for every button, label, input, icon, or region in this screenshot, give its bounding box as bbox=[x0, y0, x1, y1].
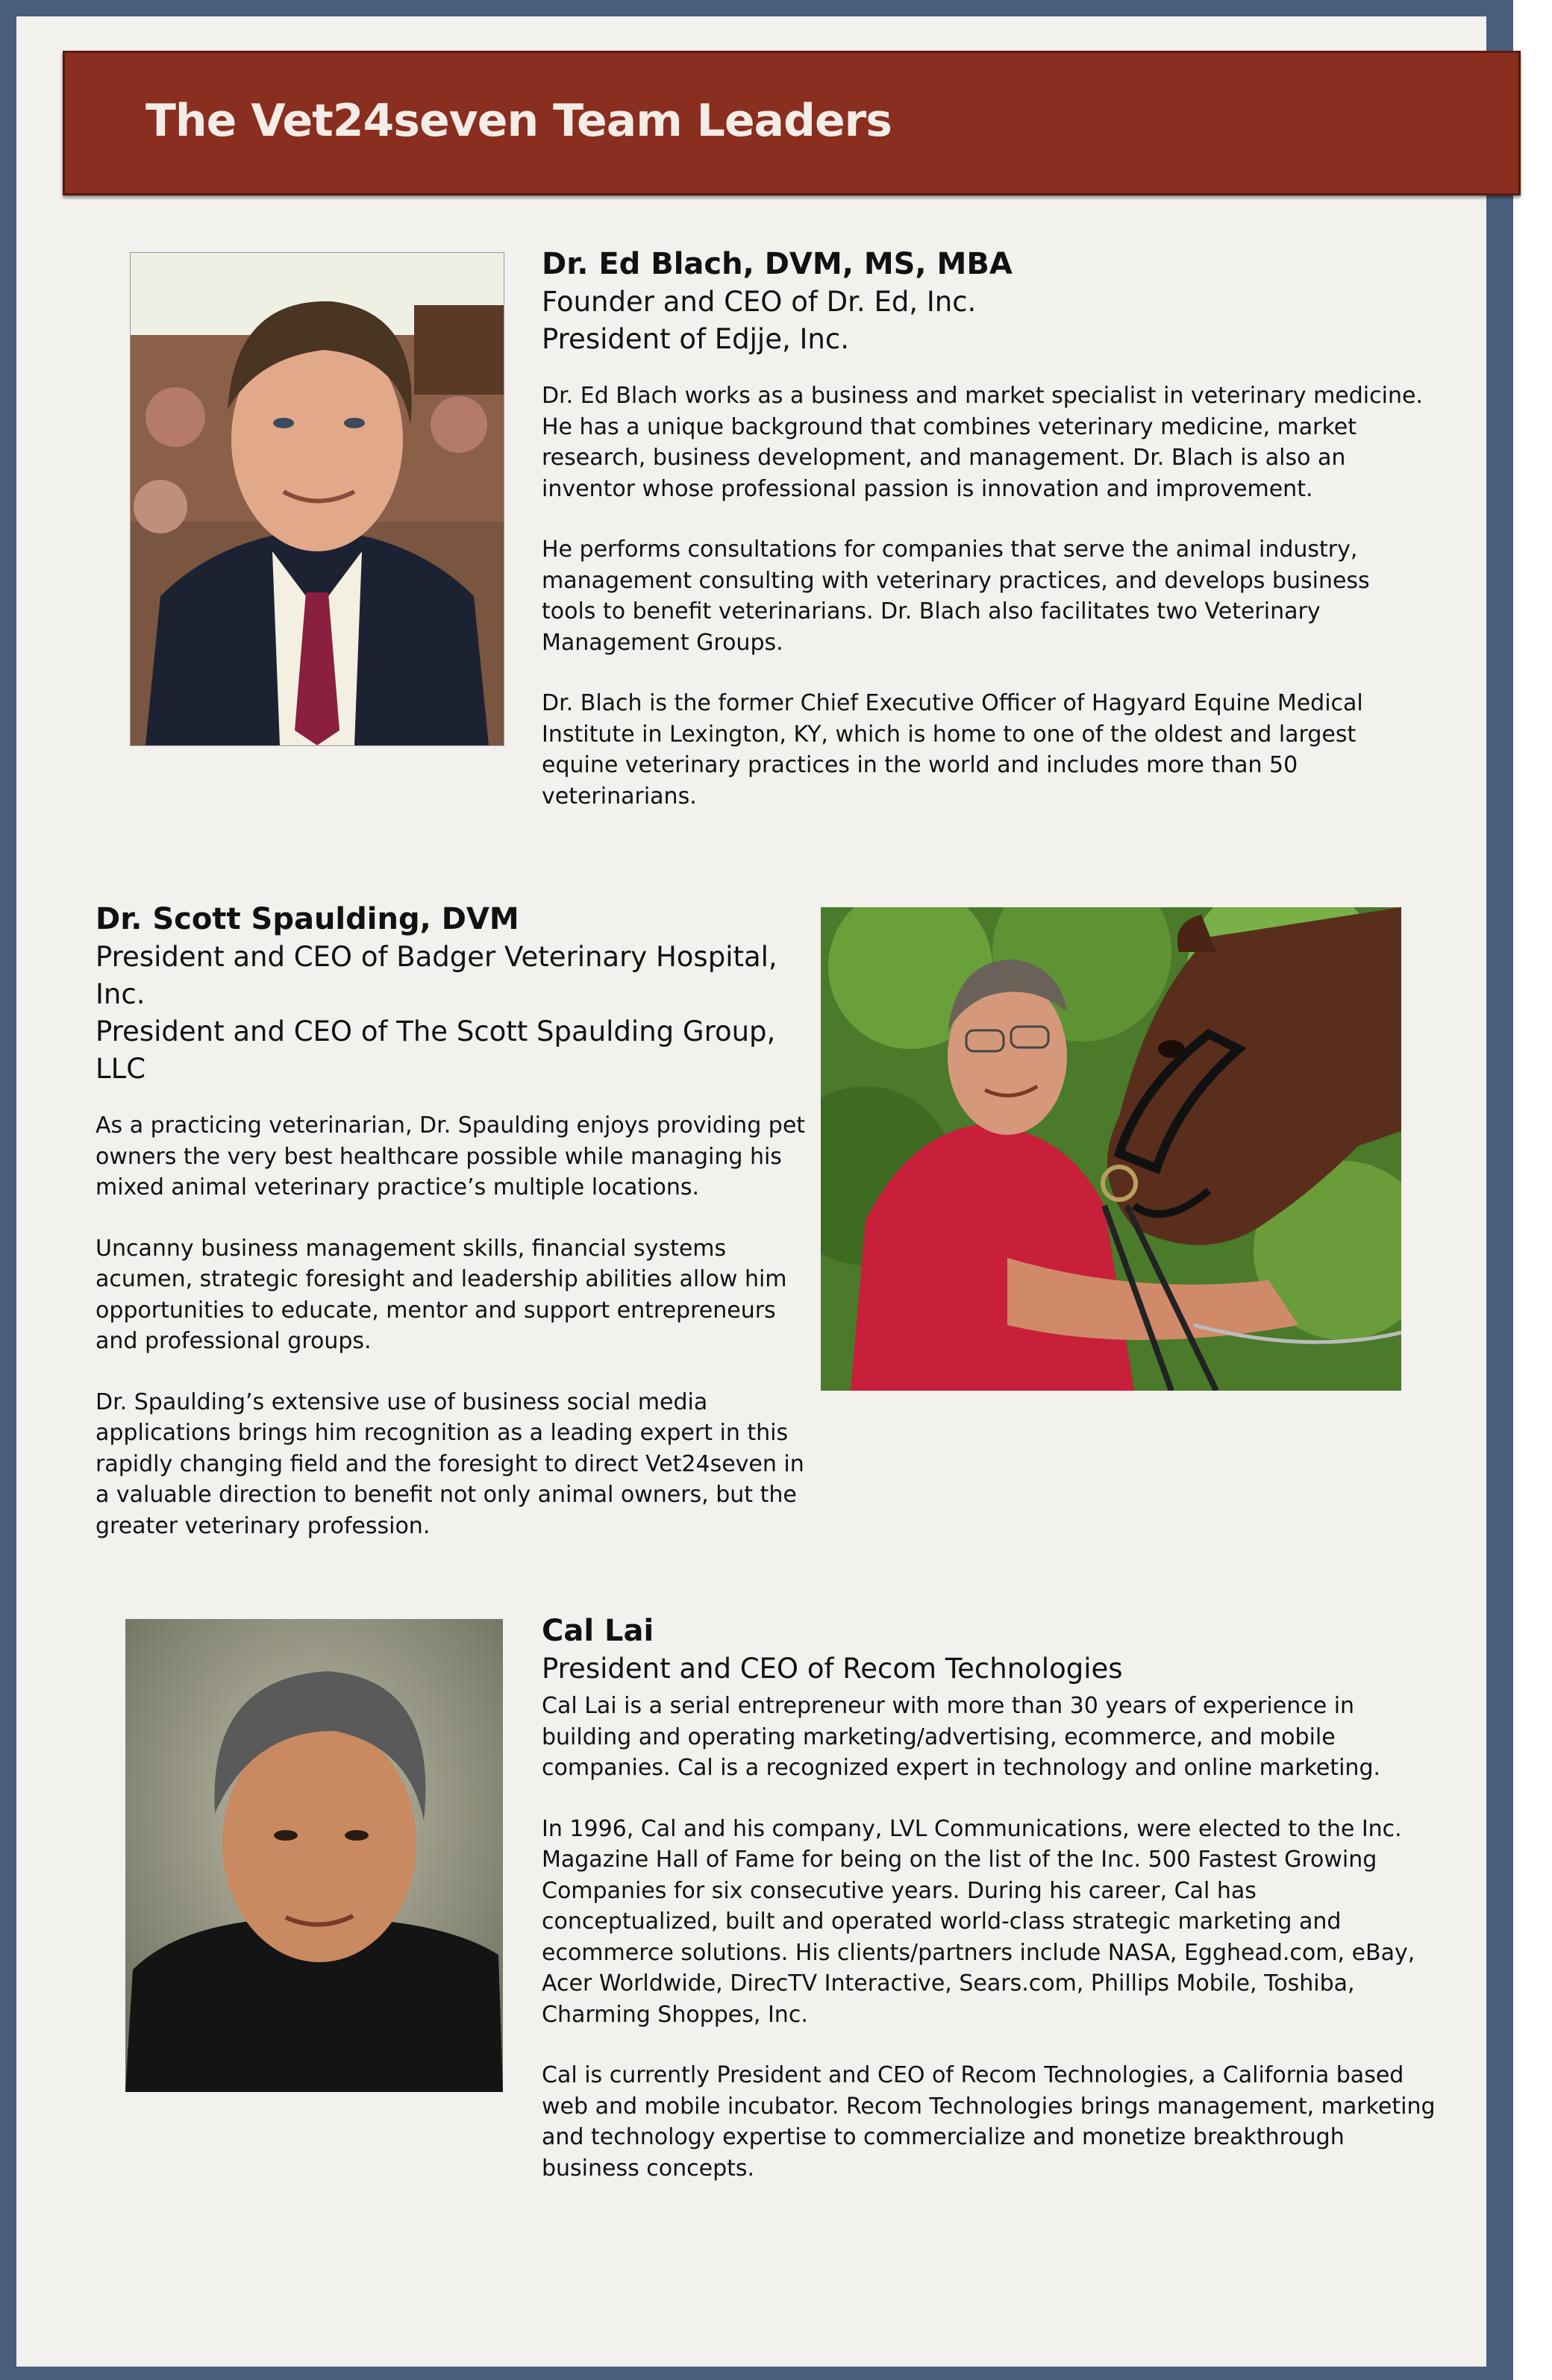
bio-paragraph: He performs consultations for companies that serve the animal industry, management consulting with veterinary practices, and develops business tools to benefit veterinarians. Dr. Blach also facilitates two Veterinary Management Groups. bbox=[542, 536, 1370, 656]
leader-name: Cal Lai bbox=[542, 1614, 654, 1648]
leader-name: Dr. Scott Spaulding, DVM bbox=[96, 902, 519, 936]
leader-role: President and CEO of Badger Veterinary Hospital, Inc. bbox=[96, 941, 777, 1010]
cal-lai-photo bbox=[125, 1619, 503, 2092]
leader-scott-spaulding bbox=[96, 900, 812, 1571]
bio-paragraph: Dr. Blach is the former Chief Executive Officer of Hagyard Equine Medical Institute in Lexington, KY, which is home to one of the oldest and largest equine veterinary practices in the world and includes more than 50 veterinarians. bbox=[542, 690, 1363, 809]
title-banner bbox=[63, 51, 1521, 195]
leader-role: President and CEO of The Scott Spaulding Group, LLC bbox=[96, 1015, 776, 1085]
scott-spaulding-photo bbox=[821, 907, 1401, 1391]
leader-role: Founder and CEO of Dr. Ed, Inc. bbox=[542, 286, 977, 318]
leader-ed-blach bbox=[542, 245, 1430, 842]
bio-paragraph: As a practicing veterinarian, Dr. Spaulding enjoys providing pet owners the very best healthcare possible while managing his mixed animal veterinary practice’s multiple locations. bbox=[96, 1112, 806, 1200]
page-title: The Vet24seven Team Leaders bbox=[146, 95, 892, 147]
bio-paragraph: In 1996, Cal and his company, LVL Communications, were elected to the Inc. Magazine Hall of Fame for being on the list of the Inc. 500 Fastest Growing Companies for six consecutive years. During his career, Cal has conceptualized, built and operated world-class strategic marketing and ecommerce solutions. His clients/partners include NASA, Egghead.com, eBay, Acer Worldwide, DirecTV Interactive, Sears.com, Phillips Mobile, Toshiba, Charming Shoppes, Inc. bbox=[542, 1815, 1415, 2028]
bio-paragraph: Dr. Ed Blach works as a business and market specialist in veterinary medicine. He has a unique background that combines veterinary medicine, market research, business development, and management. Dr. Blach is also an inventor whose professional passion is innovation and improvement. bbox=[542, 383, 1423, 502]
bio-paragraph: Uncanny business management skills, financial systems acumen, strategic foresight and leadership abilities allow him opportunities to educate, mentor and support entrepreneurs and professional groups. bbox=[96, 1235, 787, 1354]
ed-blach-photo bbox=[130, 252, 504, 746]
leader-role: President and CEO of Recom Technologies bbox=[542, 1653, 1123, 1685]
leader-bio bbox=[96, 1110, 812, 1541]
leader-bio bbox=[542, 381, 1430, 812]
leader-role: President of Edjje, Inc. bbox=[542, 323, 849, 355]
leader-bio bbox=[542, 1691, 1437, 2184]
leader-cal-lai bbox=[542, 1612, 1437, 2214]
page-edge bbox=[1513, 0, 1552, 2380]
bio-paragraph: Dr. Spaulding’s extensive use of business social media applications brings him recognition as a leading expert in this rapidly changing field and the foresight to direct Vet24seven in a valuable direction to benefit not only animal owners, but the greater veterinary profession. bbox=[96, 1388, 804, 1539]
frame-border bbox=[1486, 0, 1513, 2380]
bio-paragraph: Cal is currently President and CEO of Recom Technologies, a California based web and mobile incubator. Recom Technologies brings management, marketing and technology expertise to commercialize and monetize breakthrough business concepts. bbox=[542, 2062, 1436, 2182]
bio-paragraph: Cal Lai is a serial entrepreneur with more than 30 years of experience in building and operating marketing/advertising, ecommerce, and mobile companies. Cal is a recognized expert in technology and online marketing. bbox=[542, 1693, 1381, 1781]
leader-name: Dr. Ed Blach, DVM, MS, MBA bbox=[542, 247, 1013, 281]
